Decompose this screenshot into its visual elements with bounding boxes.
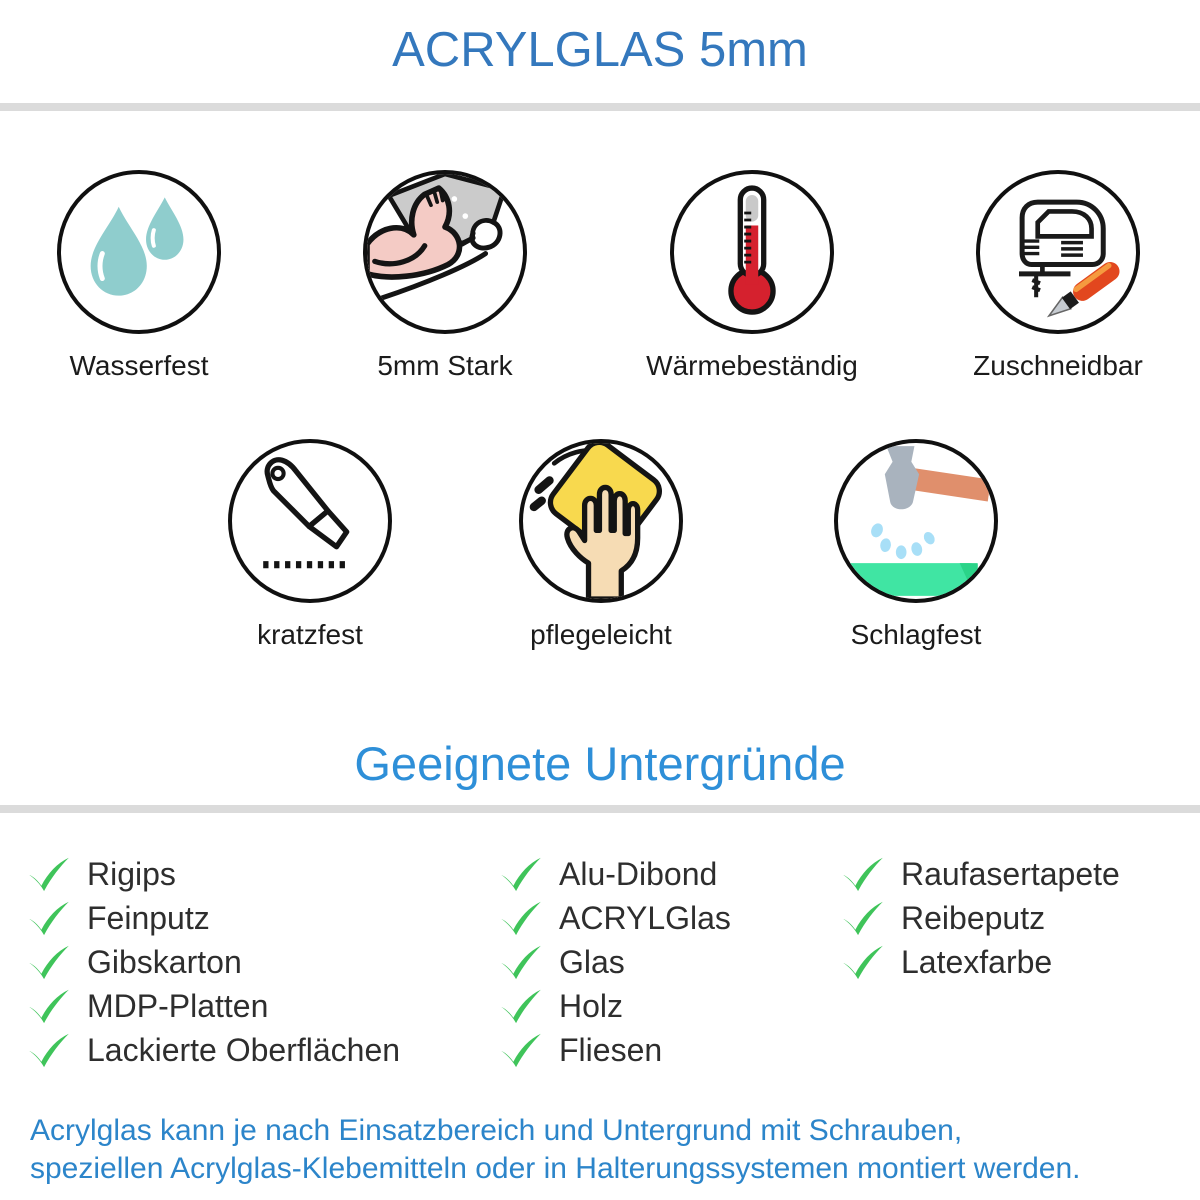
checkmark-icon: [26, 856, 72, 892]
feature-label: Schlagfest: [850, 619, 982, 650]
substrate-label: Gibskarton: [87, 943, 242, 980]
checkmark-icon: [26, 900, 72, 936]
note-line-1: Acrylglas kann je nach Einsatzbereich und Untergrund mit Schrauben,: [30, 1114, 963, 1147]
checkmark-icon: [498, 1032, 544, 1068]
substrate-item: [26, 896, 400, 940]
checkmark-icon: [840, 856, 886, 892]
checkmark-icon: [26, 1032, 72, 1068]
checkmark-icon: [840, 900, 886, 936]
substrate-item: [498, 896, 731, 940]
substrate-item: [498, 852, 731, 896]
feature-label: pflegeleicht: [530, 619, 672, 650]
substrate-label: Feinputz: [87, 899, 210, 936]
feature-label: 5mm Stark: [377, 350, 513, 381]
substrate-item: [840, 852, 1120, 896]
substrate-item: [498, 984, 731, 1028]
substrate-label: Reibeputz: [901, 899, 1046, 936]
utility-knife-icon: [228, 439, 392, 603]
feature-label: Wasserfest: [69, 350, 209, 381]
checkmark-icon: [26, 944, 72, 980]
checkmark-icon: [498, 944, 544, 980]
substrate-label: Lackierte Oberflächen: [87, 1031, 401, 1068]
substrate-label: Rigips: [87, 855, 176, 892]
substrates-column-1: [26, 852, 400, 1072]
water-drops-icon: [57, 170, 221, 334]
checkmark-icon: [498, 988, 544, 1024]
substrate-label: ACRYLGlas: [559, 899, 731, 936]
note-line-2: speziellen Acrylglas-Klebemitteln oder in Halterungssystemen montiert werden.: [30, 1152, 1081, 1185]
footer-note: [30, 1112, 1180, 1188]
section-title: Geeignete Untergründe: [354, 737, 846, 790]
feature-label: kratzfest: [257, 619, 363, 650]
checkmark-icon: [840, 944, 886, 980]
substrate-label: Glas: [559, 943, 625, 980]
substrate-label: Fliesen: [559, 1031, 663, 1068]
cutter-knife: [1043, 258, 1123, 323]
substrate-item: [26, 984, 400, 1028]
thermometer-icon: [670, 170, 834, 334]
checkmark-icon: [498, 900, 544, 936]
substrate-label: Holz: [559, 987, 624, 1024]
substrate-item: [840, 896, 1120, 940]
feature-wasserfest: [0, 170, 289, 383]
cleaning-hand-cloth-icon: [519, 439, 683, 603]
feature-schlagfest: [766, 439, 1066, 652]
feature-zuschneidbar: [908, 170, 1200, 383]
divider-top: [0, 103, 1200, 111]
feature-label: Zuschneidbar: [973, 350, 1143, 381]
hammer-impact-icon: [834, 439, 998, 603]
feature-pflegeleicht: [451, 439, 751, 652]
substrate-label: MDP-Platten: [87, 987, 269, 1024]
substrate-item: [26, 852, 400, 896]
substrate-label: Alu-Dibond: [559, 855, 718, 892]
substrate-item: [840, 940, 1120, 984]
substrate-item: [498, 940, 731, 984]
checkmark-icon: [498, 856, 544, 892]
substrates-column-2: [498, 852, 731, 1072]
feature-label: Wärmebeständig: [646, 350, 858, 381]
substrate-item: [26, 1028, 400, 1072]
page-title: ACRYLGLAS 5mm: [392, 23, 808, 77]
feature-waermebestaendig: [602, 170, 902, 383]
feature-kratzfest: [160, 439, 460, 652]
feature-5mm-stark: [295, 170, 595, 383]
substrates-column-3: [840, 852, 1120, 984]
substrate-item: [498, 1028, 731, 1072]
substrate-item: [26, 940, 400, 984]
substrate-label: Latexfarbe: [901, 943, 1053, 980]
divider-middle: [0, 805, 1200, 813]
checkmark-icon: [26, 988, 72, 1024]
muscle-arm-sheet-icon: [363, 170, 527, 334]
jigsaw-cutter-icon: [976, 170, 1140, 334]
substrate-label: Raufasertapete: [901, 855, 1120, 892]
